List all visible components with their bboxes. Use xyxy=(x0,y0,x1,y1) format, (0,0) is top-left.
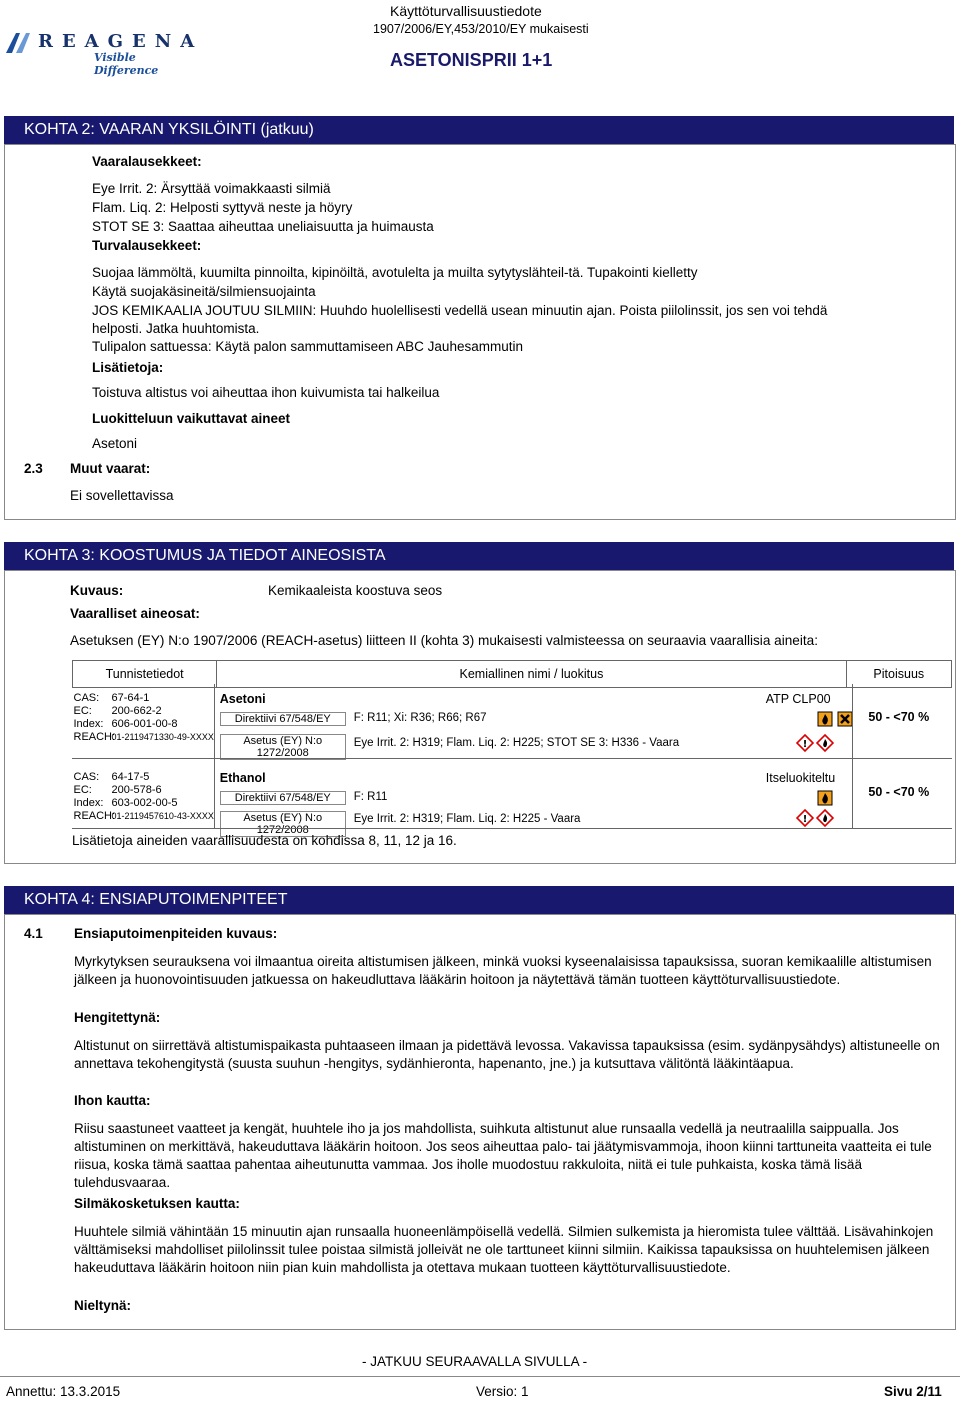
table-row: CAS: 67-64-1 EC: 200-662-2 Index: 606-001-00-8 REACH:01-2119471330-49-XXXX Asetoni ATP CLP00 Direktiivi 67/548/EY F: R11; Xi: R36; R66; R67 Asetus (EY) N:o 1272/2008 Eye Irrit. 2: H319; Flam. Liq. 2: H225; STOT SE 3: H336 - Vaara ! 50 - <70 % xyxy=(73,688,952,766)
directive-value: F: R11 xyxy=(353,791,388,803)
exclamation-pictogram-icon xyxy=(796,734,814,755)
skin-contact-text: Riisu saastuneet vaatteet ja kengät, huuhtele iho ja jos mahdollista, suihkuta altistunut alue runsaalla vedellä ja neutraalilla saippualla. Jos altistuminen on merkittävä, hakeuduttava lääkärin hoitoon. Jos seos aiheuttaa palo- tai jäätymisvammoja, ihoon kiinni tarttuneita vaatteita ei tule riisua, koska tämä saattaa pahentaa aiheutunutta vammaa. Jos iholle muodostuu rakkuloita, niitä ei tule puhkaista, koska tämä lisää tulehdusvaaraa. xyxy=(74,1121,932,1190)
regulation-value: Eye Irrit. 2: H319; Flam. Liq. 2: H225 - Vaara xyxy=(353,813,581,825)
eye-contact-text: Huuhtele silmiä vähintään 15 minuutin ajan runsaalla huoneenlämpöisellä vedellä. Silmien sulkemista ja hieromista tulee välttää. Lisävahinkojen välttämiseksi mahdolliset piilolinssit tulee poistaa silmistä jolleivät ne ole tarttuneet kiinni silmiin. Kaikissa tapauksissa on huuhtelemisen jälkeen hakeuduttava lääkärin hoitoon niin pian kuin mahdollista ja otettava mukaan tuotteen käyttöturvallisuustiedote. xyxy=(74,1224,934,1275)
svg-text:!: ! xyxy=(802,814,808,825)
table-row: CAS: 64-17-5 EC: 200-578-6 Index: 603-002-00-5 REACH:01-2119457610-43-XXXX Ethanol Itseluokiteltu Direktiivi 67/548/EY F: R11 Asetus (EY) N:o 1272/2008 Eye Irrit. 2: H319; Flam. Liq. 2: H225 - Vaara ! 50 - <70 % xyxy=(73,765,952,838)
row-divider xyxy=(72,758,952,759)
description-value: Kemikaaleista koostuva seos xyxy=(268,583,443,598)
composition-table xyxy=(72,660,952,838)
concentration: 50 - <70 % xyxy=(868,710,930,724)
cas-number: 64-17-5 xyxy=(111,771,150,783)
section4-title: KOHTA 4: ENSIAPUTOIMENPITEET xyxy=(4,886,954,914)
precaution-line: Käytä suojakäsineitä/silmiensuojainta xyxy=(92,284,316,299)
classification-basis: ATP CLP00 xyxy=(765,692,831,706)
hazard-statements-heading: Vaaralausekkeet: xyxy=(92,154,202,169)
reach-intro: Asetuksen (EY) N:o 1907/2006 (REACH-asetus) liitteen II (kohta 3) mukaisesti valmisteessa on seuraavia vaarallisia aineita: xyxy=(70,633,819,648)
company-logo xyxy=(4,27,204,77)
skin-contact-heading: Ihon kautta: xyxy=(74,1093,151,1108)
issue-date: Annettu: 13.3.2015 xyxy=(6,1384,121,1399)
additional-info-heading: Lisätietoja: xyxy=(92,360,164,375)
exclamation-pictogram-icon xyxy=(796,809,814,830)
first-aid-intro: Myrkytyksen seurauksena voi ilmaantua oireita altistumisen jälkeen, minkä vuoksi kyseenalaisissa tapauksissa, suoran kemikaalille altistumisen jälkeen ja huonovointisuuden jatkuessa on hakeudluttava lääkärin hoitoon ja näytettävä tämän tuotteen käyttöturvallisuustiedote. xyxy=(74,954,932,987)
directive-value: F: R11; Xi: R36; R66; R67 xyxy=(353,712,487,724)
precaution-line: Suojaa lämmöltä, kuumilta pinnoilta, kipinöiltä, avotulelta ja muilta sytytyslähteil-tä. Tupakointi kielletty xyxy=(92,265,698,280)
document-title: Käyttöturvallisuustiedote xyxy=(390,3,542,19)
hazard-line: Flam. Liq. 2: Helposti syttyvä neste ja höyry xyxy=(92,200,353,215)
substance-name: Ethanol xyxy=(219,771,266,785)
hazard-line: STOT SE 3: Saattaa aiheuttaa uneliaisuutta ja huimausta xyxy=(92,219,434,234)
product-name: ASETONISPRII 1+1 xyxy=(390,50,553,70)
logo-tagline: Visible Difference xyxy=(94,51,159,77)
classification-heading: Luokitteluun vaikuttavat aineet xyxy=(92,411,291,426)
inhalation-text: Altistunut on siirrettävä altistumispaikasta puhtaaseen ilmaan ja pidettävä levossa. Vakavissa tapauksissa (esim. sydänpysähdys) altistuneelle on annettava tekohengitystä (suusta suuhun -hengitys, sydänhieronta, hapenanto, jne.) ja kutsuttava välitöntä lääkintäapua. xyxy=(74,1038,940,1071)
column-divider xyxy=(214,684,215,828)
section3-title: KOHTA 3: KOOSTUMUS JA TIEDOT AINEOSISTA xyxy=(4,542,954,570)
index-number: 603-002-00-5 xyxy=(111,797,178,809)
flame-icon xyxy=(816,789,834,810)
classification-basis: Itseluokiteltu xyxy=(765,771,836,785)
precaution-line: helposti. Jatka huuhtomista. xyxy=(92,321,260,336)
directive-label: Direktiivi 67/548/EY xyxy=(220,712,346,726)
index-number: 606-001-00-8 xyxy=(111,718,178,730)
logo-name: REAGENA xyxy=(38,31,204,52)
col-chemical-name: Kemiallinen nimi / luokitus xyxy=(217,661,846,688)
logo-mark-icon xyxy=(4,31,32,55)
precaution-line: Tulipalon sattuessa: Käytä palon sammuttamiseen ABC Jauhesammutin xyxy=(92,339,523,354)
first-aid-heading: Ensiaputoimenpiteiden kuvaus: xyxy=(74,926,278,941)
eye-contact-heading: Silmäkosketuksen kautta: xyxy=(74,1196,240,1211)
col-concentration: Pitoisuus xyxy=(846,661,951,688)
other-hazards-heading: Muut vaarat: xyxy=(70,461,151,476)
additional-info-text: Toistuva altistus voi aiheuttaa ihon kuivumista tai halkeilua xyxy=(92,385,440,400)
footer-divider xyxy=(0,1376,960,1377)
regulation-text: 1907/2006/EY,453/2010/EY mukaisesti xyxy=(373,22,589,36)
precautionary-heading: Turvalausekkeet: xyxy=(92,238,202,253)
description-label: Kuvaus: xyxy=(70,583,124,598)
first-aid-number: 4.1 xyxy=(24,926,43,941)
col-identifiers: Tunnistetiedot xyxy=(73,661,217,688)
svg-text:!: ! xyxy=(802,739,808,750)
classification-substance: Asetoni xyxy=(92,436,138,451)
page-number: Sivu 2/11 xyxy=(884,1384,942,1399)
flammable-pictogram-icon xyxy=(816,809,834,830)
ingestion-heading: Nieltynä: xyxy=(74,1298,132,1313)
regulation-label: Asetus (EY) N:o 1272/2008 xyxy=(220,734,346,760)
reach-number: 01-2119457610-43-XXXX xyxy=(111,811,214,821)
other-hazards-text: Ei sovellettavissa xyxy=(70,488,174,503)
column-divider xyxy=(852,684,853,828)
section2-title: KOHTA 2: VAARAN YKSILÖINTI (jatkuu) xyxy=(4,116,954,144)
hazard-line: Eye Irrit. 2: Ärsyttää voimakkaasti silmiä xyxy=(92,181,331,196)
reach-number: 01-2119471330-49-XXXX xyxy=(111,732,214,742)
concentration: 50 - <70 % xyxy=(868,785,930,799)
substance-name: Asetoni xyxy=(219,692,266,706)
inhalation-heading: Hengitettynä: xyxy=(74,1010,161,1025)
flame-icon xyxy=(816,710,834,731)
hazardous-ingredients-label: Vaaralliset aineosat: xyxy=(70,606,200,621)
ec-number: 200-662-2 xyxy=(111,705,162,717)
table-bottom xyxy=(72,828,952,829)
composition-footnote: Lisätietoja aineiden vaarallisuudesta on kohdissa 8, 11, 12 ja 16. xyxy=(72,833,457,848)
other-hazards-number: 2.3 xyxy=(24,461,43,476)
ec-number: 200-578-6 xyxy=(111,784,162,796)
precaution-line: JOS KEMIKAALIA JOUTUU SILMIIN: Huuhdo huolellisesti vedellä usean minuutin ajan. Poista piilolinssit, jos sen voi tehdä xyxy=(92,303,828,318)
cas-number: 67-64-1 xyxy=(111,692,150,704)
regulation-value: Eye Irrit. 2: H319; Flam. Liq. 2: H225; STOT SE 3: H336 - Vaara xyxy=(353,737,680,749)
continue-note: - JATKUU SEURAAVALLA SIVULLA - xyxy=(362,1354,588,1369)
version: Versio: 1 xyxy=(476,1384,529,1399)
directive-label: Direktiivi 67/548/EY xyxy=(220,791,346,805)
flammable-pictogram-icon xyxy=(816,734,834,755)
regulation-label: Asetus (EY) N:o 1272/2008 xyxy=(220,811,346,837)
